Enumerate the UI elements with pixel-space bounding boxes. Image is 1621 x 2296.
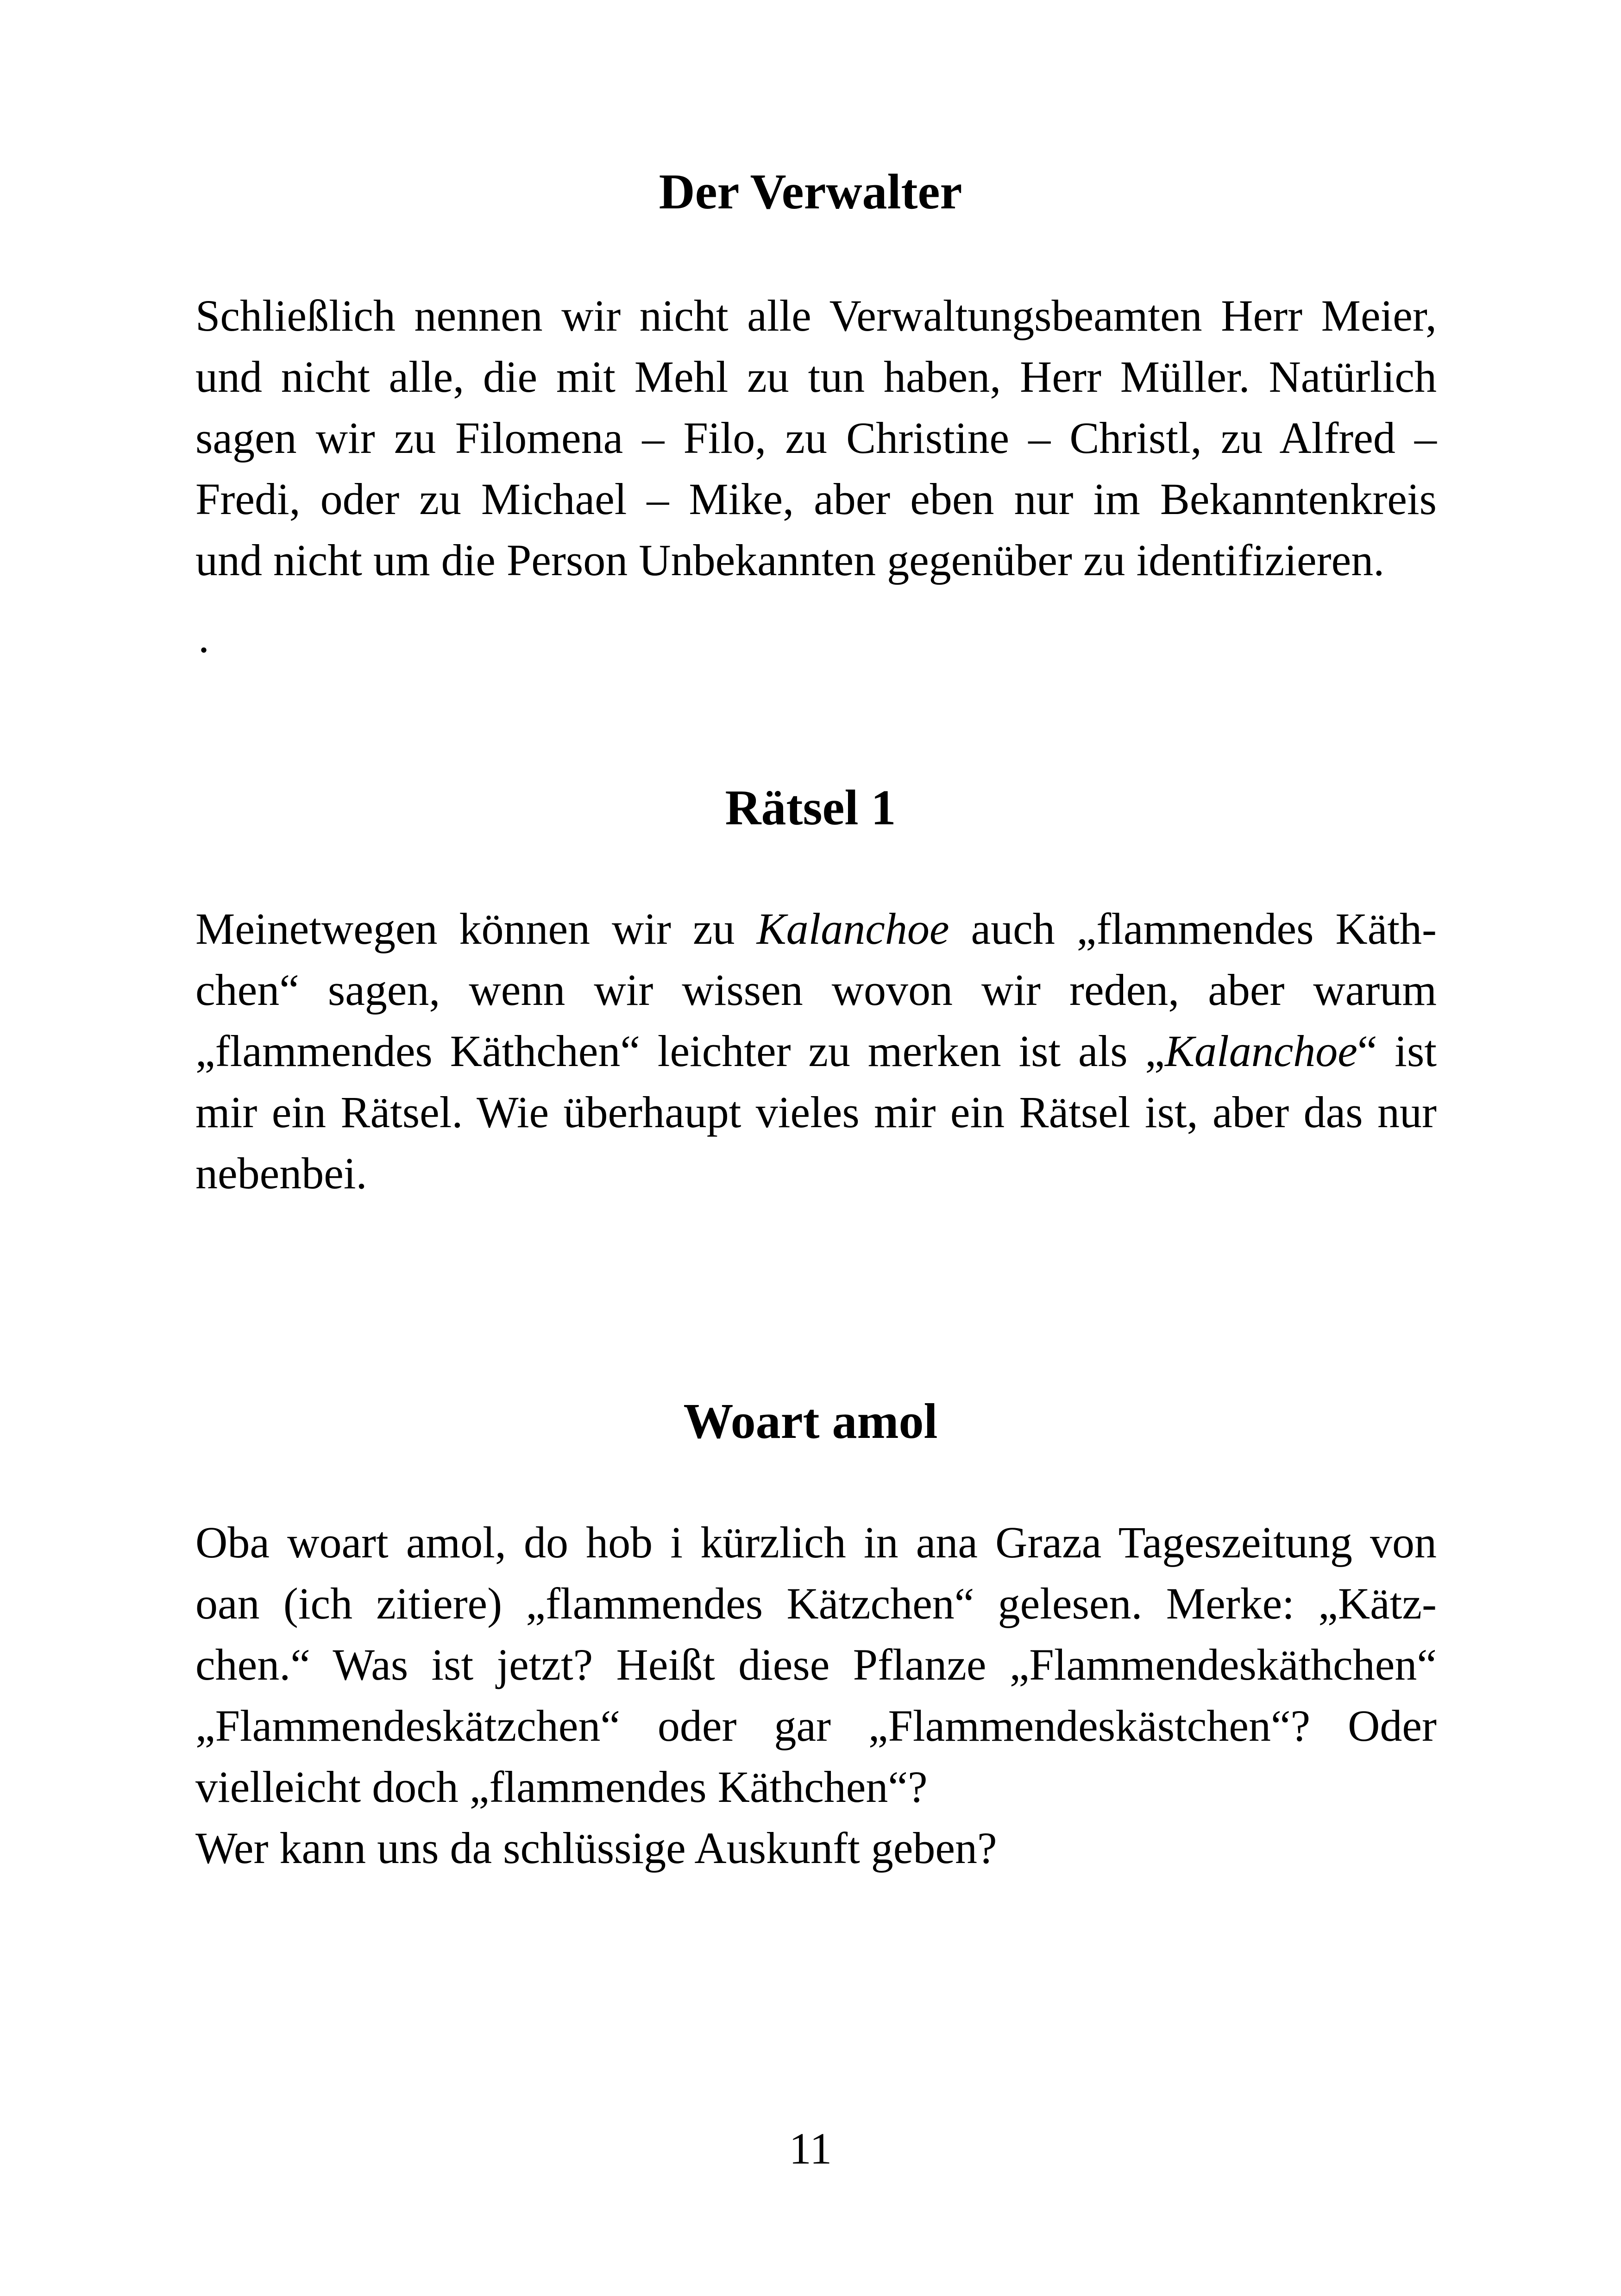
text-line: chen.“ Was ist jetzt? Heißt diese Pflanze „Flammendeskäthchen“ (195, 1640, 1437, 1689)
paragraph-raetsel-1 (195, 898, 1437, 1204)
page-number: 11 (789, 2124, 832, 2173)
text-segment: Meinetwegen können wir zu (195, 904, 757, 954)
text-line: Schließlich nennen wir nicht alle Verwaltungsbeamten Herr Meier, (195, 291, 1437, 340)
italic-term: Kalanchoe (756, 904, 949, 954)
section-heading-woart-amol: Woart amol (683, 1394, 938, 1449)
text-line: vielleicht doch „flammendes Käthchen“? (195, 1762, 928, 1812)
text-line (195, 1021, 1437, 1082)
text-segment: “ ist (1357, 1026, 1437, 1076)
paragraph-woart-amol (195, 1512, 1437, 1879)
text-line: nebenbei. (195, 1148, 367, 1198)
section-heading-der-verwalter: Der Verwalter (659, 164, 962, 220)
text-segment: auch „flammendes Käth- (949, 904, 1437, 954)
text-line (195, 898, 1437, 960)
text-line: Wer kann uns da schlüssige Auskunft geben? (195, 1823, 997, 1873)
trailing-period: . (198, 612, 209, 662)
text-line: Fredi, oder zu Michael – Mike, aber eben nur im Bekanntenkreis (195, 474, 1437, 524)
italic-term: Kalanchoe (1164, 1026, 1357, 1076)
text-line: chen“ sagen, wenn wir wissen wovon wir reden, aber warum (195, 965, 1437, 1015)
text-line: „Flammendeskätzchen“ oder gar „Flammendeskästchen“? Oder (195, 1701, 1437, 1750)
text-line: Oba woart amol, do hob i kürzlich in ana Graza Tageszeitung von (195, 1518, 1437, 1567)
paragraph-der-verwalter (195, 285, 1437, 591)
section-heading-raetsel-1: Rätsel 1 (725, 780, 896, 835)
text-line: oan (ich zitiere) „flammendes Kätzchen“ gelesen. Merke: „Kätz- (195, 1579, 1437, 1628)
text-segment: „flammendes Käthchen“ leichter zu merken ist als „ (195, 1026, 1165, 1076)
text-line: und nicht alle, die mit Mehl zu tun haben, Herr Müller. Natürlich (195, 352, 1437, 401)
text-line: und nicht um die Person Unbekannten gegenüber zu identifizieren. (195, 535, 1385, 585)
text-line: sagen wir zu Filomena – Filo, zu Christine – Christl, zu Alfred – (195, 413, 1437, 463)
text-line: mir ein Rätsel. Wie überhaupt vieles mir ein Rätsel ist, aber das nur (195, 1087, 1437, 1137)
